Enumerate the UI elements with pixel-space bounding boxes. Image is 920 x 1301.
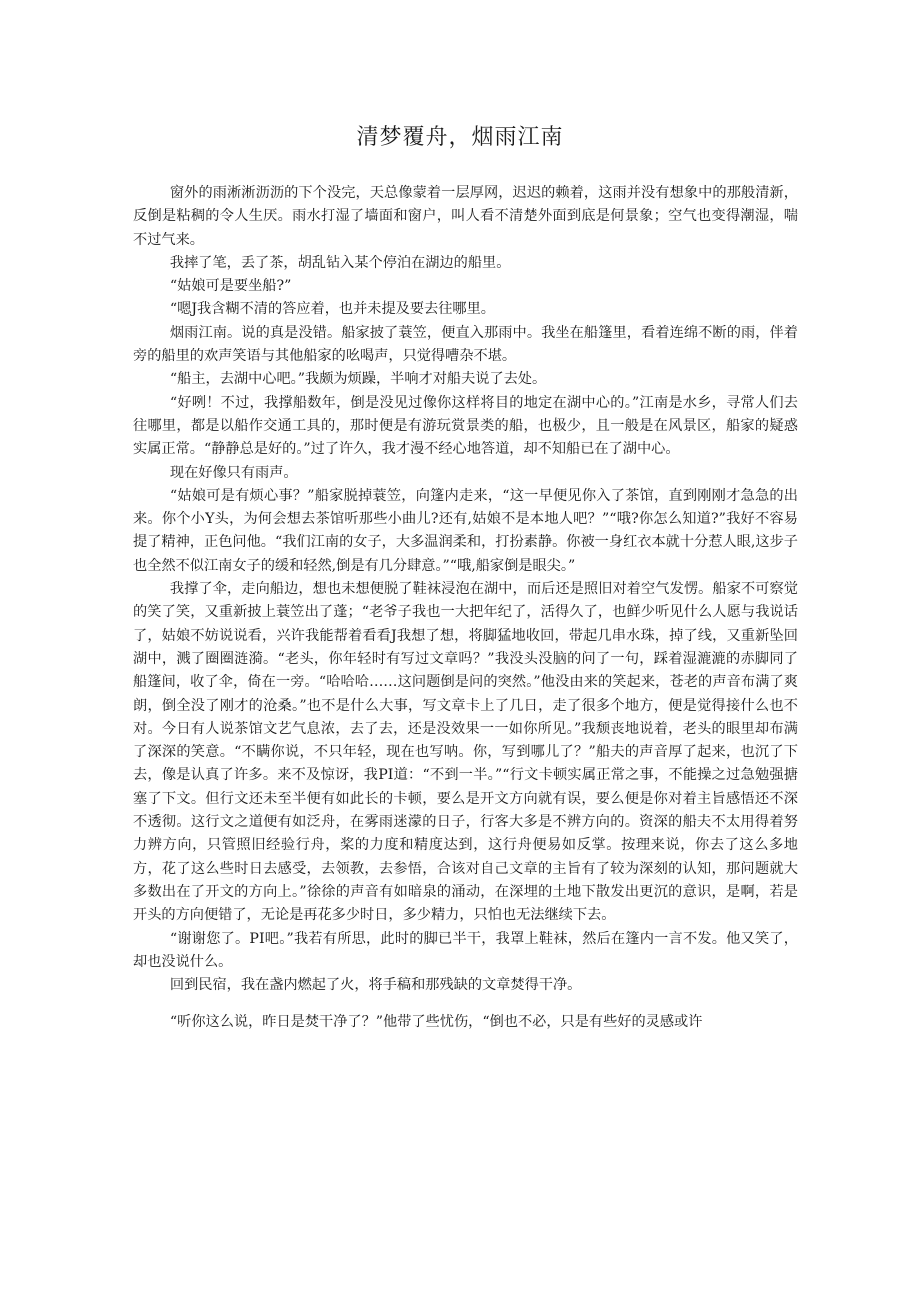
paragraph: 回到民宿，我在盏内燃起了火，将手稿和那残缺的文章焚得干净。 xyxy=(169,977,582,994)
document-title: 清梦覆舟，烟雨江南 xyxy=(356,125,564,150)
document-body xyxy=(133,182,798,1035)
paragraph: 我撑了伞，走向船边，想也未想便脱了鞋袜浸泡在湖中，而后还是照旧对着空气发愣。船家不可察觉的笑了笑，又重新披上蓑笠出了蓬；“老爷子我也一大把年纪了，活得久了，也鲜少听见什么人愿与我说话了，姑娘不妨说说看，兴许我能帮着看看J我想了想，将脚猛地收回，带起几串水珠，掉了线，又重新坠回湖中，溅了圈圈涟漪。“老头，你年轻时有写过文章吗？”我没头没脑的问了一句，踩着湿漉漉的赤脚同了船篷间，收了伞，倚在一旁。“哈哈哈……这问题倒是问的突然。”他没由来的笑起来，苍老的声音布满了爽朗，倒全没了刚才的沧桑。”也不是什么大事，写文章卡上了几日，走了很多个地方，便是觉得接什么也不对。今日有人说茶馆文艺气息浓，去了去，还是没效果一一如你所见。”我颓丧地说着，老头的眼里却布满了深深的笑意。“不瞒你说，不只年轻，现在也写呐。你，写到哪儿了？”船夫的声音厚了起来，也沉了下去，像是认真了许多。来不及惊讶，我PI道：“不到一半。”“行文卡顿实属正常之事，不能操之过急勉强搪塞了下文。但行文还未至半便有如此长的卡顿，要么是开文方向就有误，要么便是你对着主旨感悟还不深不透彻。这行文之道便有如泛舟，在雾雨迷濛的日子，行客大多是不辨方向的。资深的船夫不太用得着努力辨方向，只管照旧经验行舟，桨的力度和精度达到，这行舟便易如反掌。按理来说，你去了这么多地方，花了这么些时日去感受，去领教，去参悟，合该对自己文章的主旨有了较为深刻的认知，那问题就大多数出在了开文的方向上。”徐徐的声音有如暗泉的涌动，在深埋的土地下散发出更沉的意识，是啊，若是开头的方向便错了，无论是再花多少时日，多少精力，只怕也无法继续下去。 xyxy=(133,581,798,924)
paragraph: “听你这么说，昨日是焚干净了？”他带了些忧伤，“倒也不必，只是有些好的灵感或许 xyxy=(169,1014,703,1031)
paragraph: “嗯J我含糊不清的答应着，也并未提及要去往哪里。 xyxy=(169,301,495,318)
paragraph: “姑娘可是要坐船?” xyxy=(169,278,292,295)
paragraph-gap xyxy=(133,997,798,1011)
paragraph: 现在好像只有雨声。 xyxy=(169,464,298,481)
paragraph: 窗外的雨淅淅沥沥的下个没完，天总像蒙着一层厚网，迟迟的赖着，这雨并没有想象中的那般清新，反倒是粘稠的令人生厌。雨水打湿了墙面和窗户，叫人看不清楚外面到底是何景象；空气也变得潮湿，喘不过气来。 xyxy=(133,185,798,248)
paragraph: “姑娘可是有烦心事？”船家脱掉蓑笠，向篷内走来，“这一早便见你入了茶馆，直到刚刚才急急的出来。你个小Y头，为何会想去茶馆听那些小曲儿?还有,姑娘不是本地人吧？”“哦?你怎么知道?”我好不容易提了精神，正色问他。“我们江南的女子，大多温润柔和，打扮素静。你被一身红衣本就十分惹人眼,这步子也全然不似江南女子的缓和轻然,倒是有几分肆意。”“哦,船家倒是眼尖。” xyxy=(133,487,798,574)
paragraph: “船主，去湖中心吧。”我颇为烦躁，半响才对船夫说了去处。 xyxy=(169,371,547,388)
paragraph: 我摔了笔，丢了茶，胡乱钻入某个停泊在湖边的船里。 xyxy=(169,254,511,271)
paragraph: “好咧！不过，我撑船数年，倒是没见过像你这样将目的地定在湖中心的。”江南是水乡，寻常人们去往哪里，都是以船作交通工具的，那时便是有游玩赏景类的船，也极少，且一般是在风景区，船家的疑惑实属正常。“静静总是好的。”过了许久，我才漫不经心地答道，却不知船已在了湖中心。 xyxy=(133,394,798,458)
paragraph: 烟雨江南。说的真是没错。船家披了蓑笠，便直入那雨中。我坐在船篷里，看着连绵不断的雨，伴着旁的船里的欢声笑语与其他船家的吆喝声，只觉得嘈杂不堪。 xyxy=(133,324,798,365)
paragraph: “谢谢您了。PI吧。”我若有所思，此时的脚已半干，我罩上鞋袜，然后在篷内一言不发。他又笑了，却也没说什么。 xyxy=(133,930,798,970)
